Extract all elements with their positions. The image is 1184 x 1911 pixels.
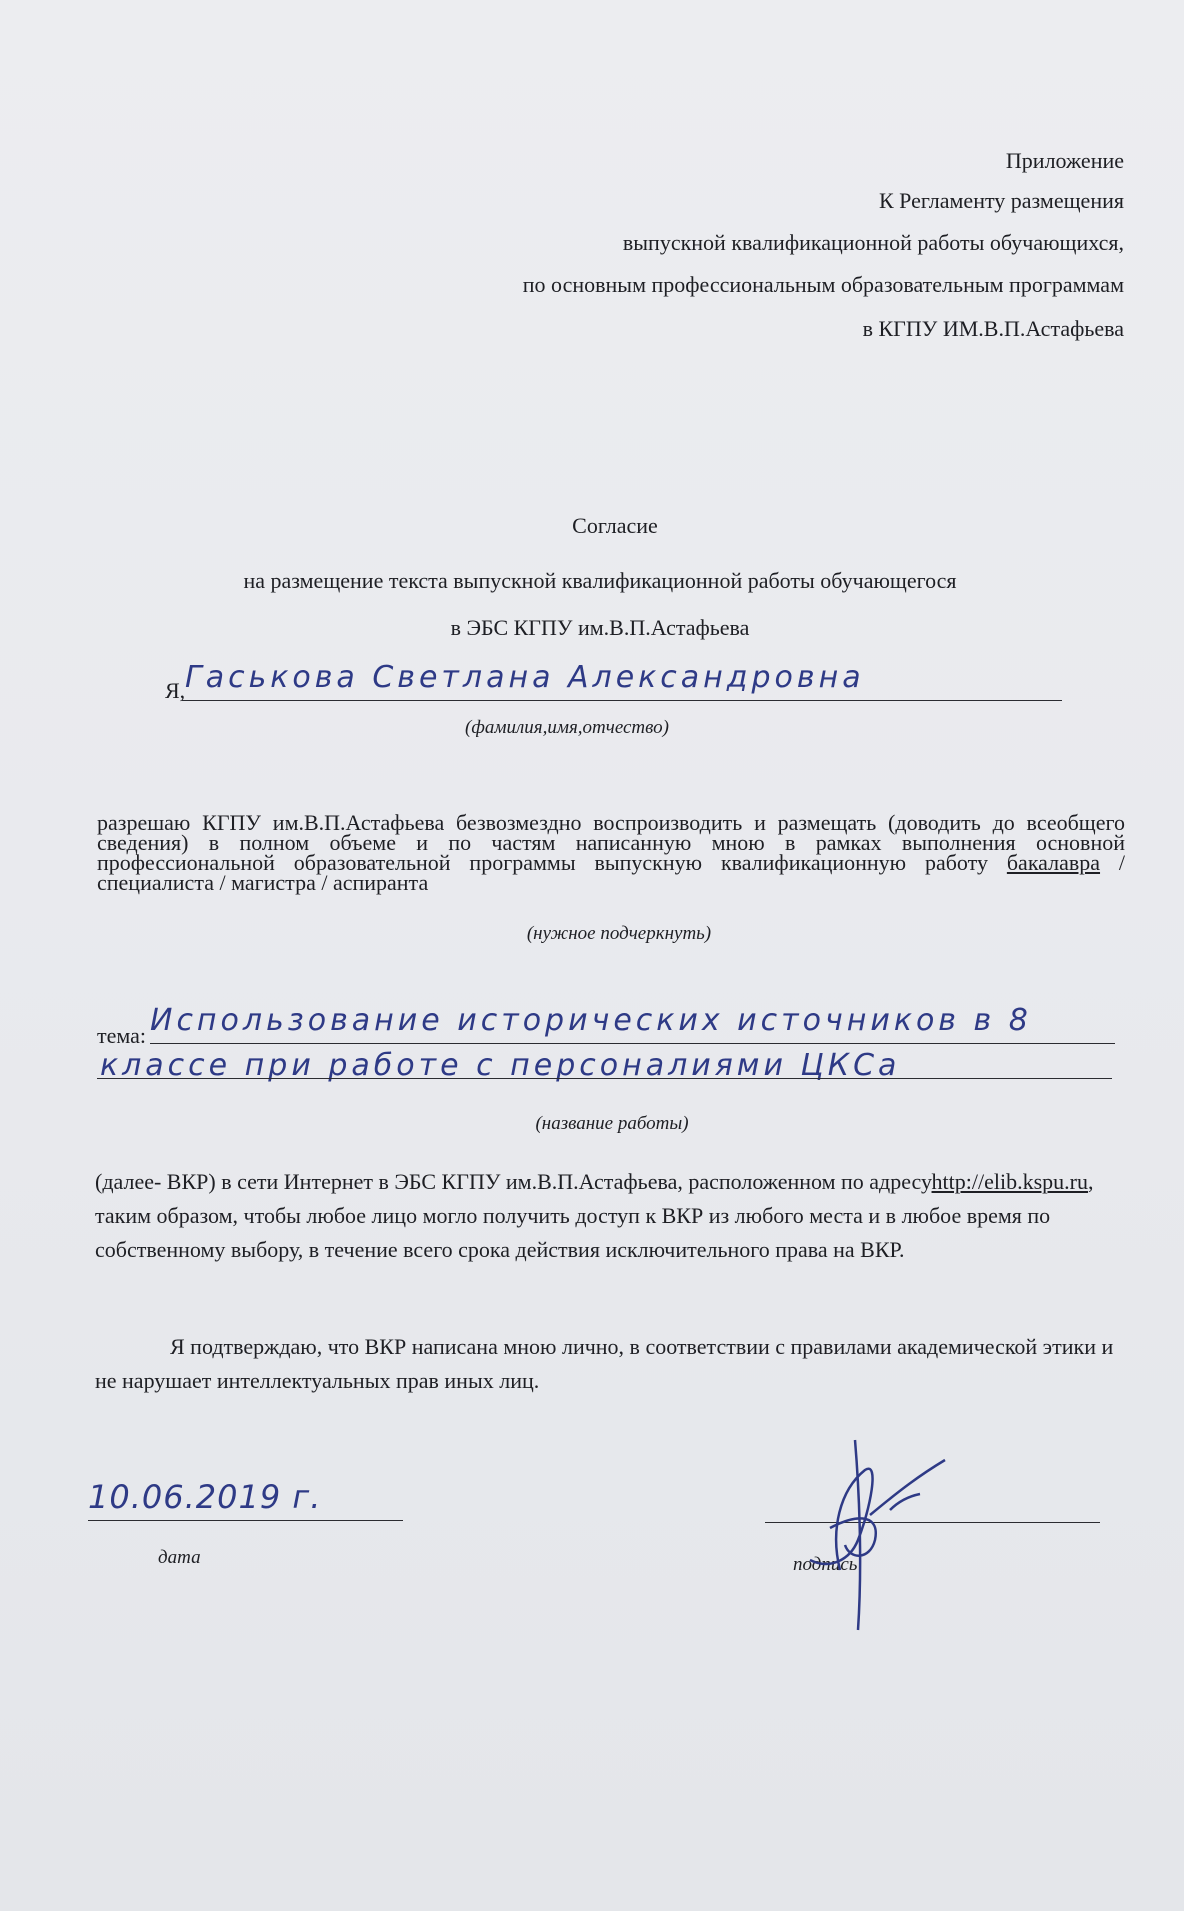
name-underline — [182, 700, 1062, 701]
header-line-4: по основным профессиональным образовательным программам — [522, 272, 1124, 297]
document-subtitle-1: на размещение текста выпускной квалификационной работы обучающегося — [243, 568, 957, 593]
topic-prefix: тема: — [97, 1023, 147, 1048]
degree-bachelor-underlined: бакалавра — [1006, 850, 1101, 875]
name-caption: (фамилия,имя,отчество) — [465, 717, 669, 738]
header-line-2: К Регламенту размещения — [878, 188, 1124, 213]
elib-link[interactable]: http://elib.kspu.ru — [931, 1169, 1088, 1194]
degree-options: / специалиста / магистра / аспиранта — [97, 850, 1126, 895]
date-underline — [88, 1520, 403, 1521]
topic-underline-2 — [97, 1078, 1112, 1079]
header-line-1: Приложение — [1005, 148, 1124, 173]
name-handwritten: Гаськова Светлана Александровна — [185, 660, 865, 695]
topic-caption: (название работы) — [535, 1113, 689, 1134]
body-p1-start: (далее- ВКР) в сети Интернет в ЭБС КГПУ им.В.П.Астафьева, расположенном по адресу — [95, 1169, 933, 1194]
body-p1-rest: , таким образом, чтобы любое лицо могло получить доступ к ВКР из любого места и в любое время по собственному выбору, в течение всего срока действия исключительного права на ВКР. — [95, 1169, 1094, 1262]
date-caption: дата — [158, 1547, 201, 1568]
topic-handwritten-line-1: Использование исторических источников в 8 — [150, 1003, 1032, 1038]
document-subtitle-2: в ЭБС КГПУ им.В.П.Астафьева — [450, 615, 750, 640]
document-title: Согласие — [572, 513, 658, 538]
signature-mark — [770, 1420, 990, 1640]
header-line-5: в КГПУ ИМ.В.П.Астафьева — [862, 316, 1124, 341]
degree-caption: (нужное подчеркнуть) — [526, 923, 712, 944]
topic-underline-1 — [150, 1043, 1115, 1044]
name-prefix: Я, — [165, 678, 186, 703]
topic-handwritten-line-2: классе при работе с персоналиями ЦКСа — [100, 1048, 901, 1083]
body-paragraph-2: Я подтверждаю, что ВКР написана мною лично, в соответствии с правилами академической этики и не нарушает интеллектуальных прав иных лиц. — [95, 1334, 1114, 1393]
body-paragraph-1 — [95, 1165, 1125, 1267]
permission-text: разрешаю КГПУ им.В.П.Астафьева безвозмездно воспроизводить и размещать (доводить до всеобщего сведения) в полном объеме и по частям написанную мною в рамках выполнения основной профессиональной образовательной программы выпускную квалификационную работу — [97, 810, 1125, 875]
date-handwritten: 10.06.2019 г. — [88, 1478, 322, 1516]
permission-paragraph — [97, 810, 1126, 895]
header-line-3: выпускной квалификационной работы обучающихся, — [622, 230, 1124, 255]
signature-caption: подпись — [793, 1554, 858, 1575]
